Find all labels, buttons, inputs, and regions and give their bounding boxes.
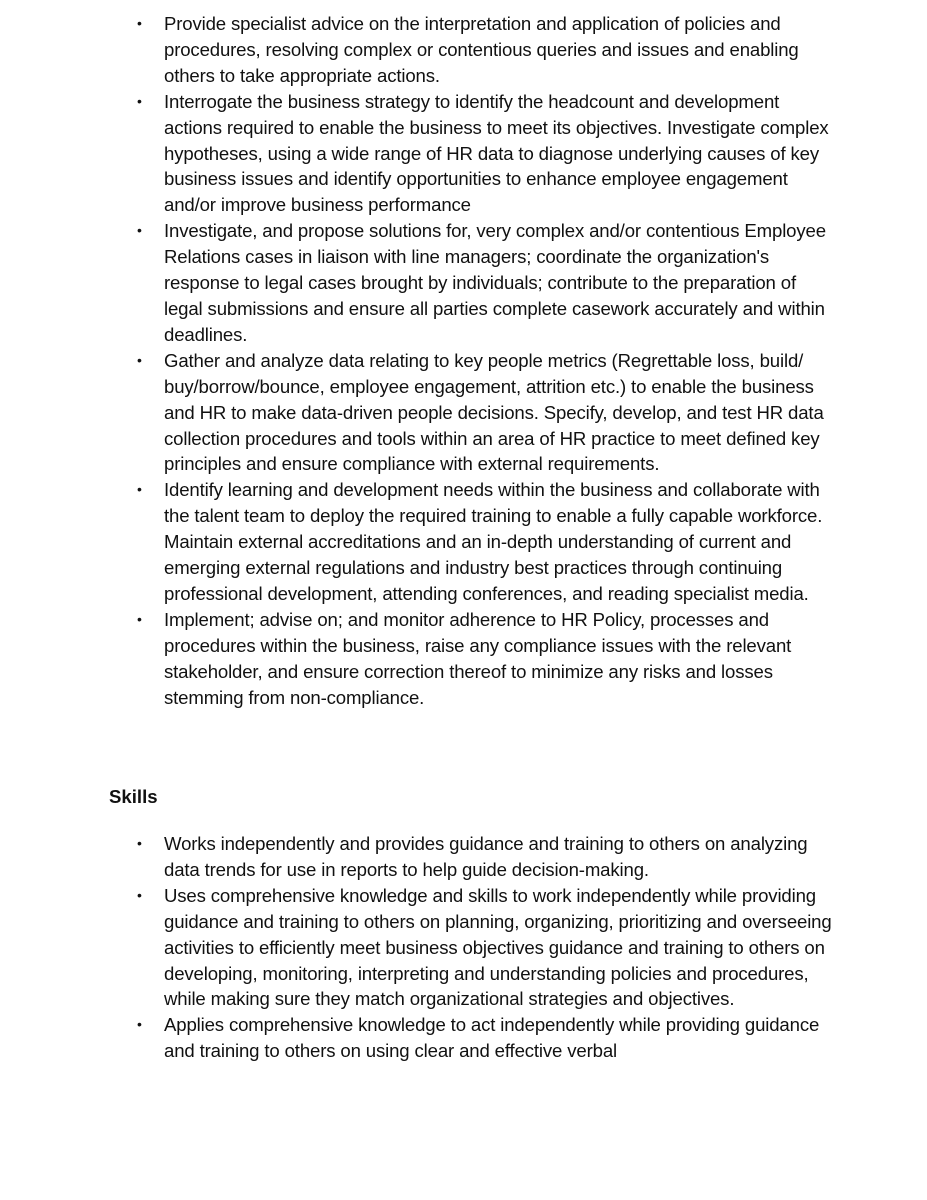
list-item [135, 348, 835, 478]
list-item [135, 831, 835, 883]
list-item-text: Interrogate the business strategy to identify the headcount and development actions required to enable the business to meet its objectives. Investigate complex hypotheses, using a wide range of HR data to diagnose underlying causes of key business issues and identify opportunities to enhance employee engagement and/or improve business performance [164, 90, 829, 216]
bullet-icon: • [137, 886, 142, 903]
list-item [135, 477, 835, 607]
bullet-icon: • [137, 835, 142, 851]
bullet-icon: • [137, 1016, 142, 1033]
list-item [135, 11, 835, 89]
bullet-icon: • [137, 610, 142, 627]
responsibilities-list [135, 11, 835, 710]
list-item [135, 218, 835, 348]
list-item [135, 1012, 835, 1064]
bullet-icon: • [137, 222, 142, 239]
bullet-icon: • [137, 481, 142, 498]
list-item-text: Uses comprehensive knowledge and skills to work independently while providing guidance and training to others on planning, organizing, prioritizing and overseeing activities to efficiently meet business objectives guidance and training to others on developing, monitoring, interpreting and understanding policies and procedures, while making sure they match organizational strategies and objectives. [164, 884, 832, 1010]
list-item-text: Provide specialist advice on the interpretation and application of policies and procedures, resolving complex or contentious queries and issues and enabling others to take appropriate actions. [164, 13, 799, 86]
bullet-icon: • [137, 15, 142, 31]
skills-heading: Skills [109, 786, 158, 807]
list-item-text: Implement; advise on; and monitor adherence to HR Policy, processes and procedures within the business, raise any compliance issues with the relevant stakeholder, and ensure correction thereof to minimize any risks and losses stemming from non-compliance. [164, 608, 792, 708]
list-item-text: Applies comprehensive knowledge to act independently while providing guidance and training to others on using clear and effective verbal [164, 1014, 820, 1062]
list-item [135, 89, 835, 219]
list-item [135, 607, 835, 711]
list-item-text: Identify learning and development needs within the business and collaborate with the talent team to deploy the required training to enable a fully capable workforce. Maintain external accreditations and an in-depth understanding of current and emerging external regulations and industry best practices through continuing professional development, attending conferences, and reading specialist media. [164, 479, 823, 604]
bullet-icon: • [137, 92, 142, 109]
skills-list [135, 831, 835, 1064]
bullet-icon: • [137, 351, 142, 368]
list-item [135, 883, 835, 1013]
list-item-text: Gather and analyze data relating to key people metrics (Regrettable loss, build/ buy/borrow/bounce, employee engagement, attrition etc.) to enable the business and HR to make data-driven people decisions. Specify, develop, and test HR data collection procedures and tools within an area of HR practice to meet defined key principles and ensure compliance with external requirements. [164, 349, 824, 475]
list-item-text: Works independently and provides guidance and training to others on analyzing data trends for use in reports to help guide decision-making. [164, 833, 808, 880]
list-item-text: Investigate, and propose solutions for, very complex and/or contentious Employee Relations cases in liaison with line managers; coordinate the organization's response to legal cases brought by individuals; contribute to the preparation of legal submissions and ensure all parties complete casework accurately and within deadlines. [164, 220, 826, 345]
